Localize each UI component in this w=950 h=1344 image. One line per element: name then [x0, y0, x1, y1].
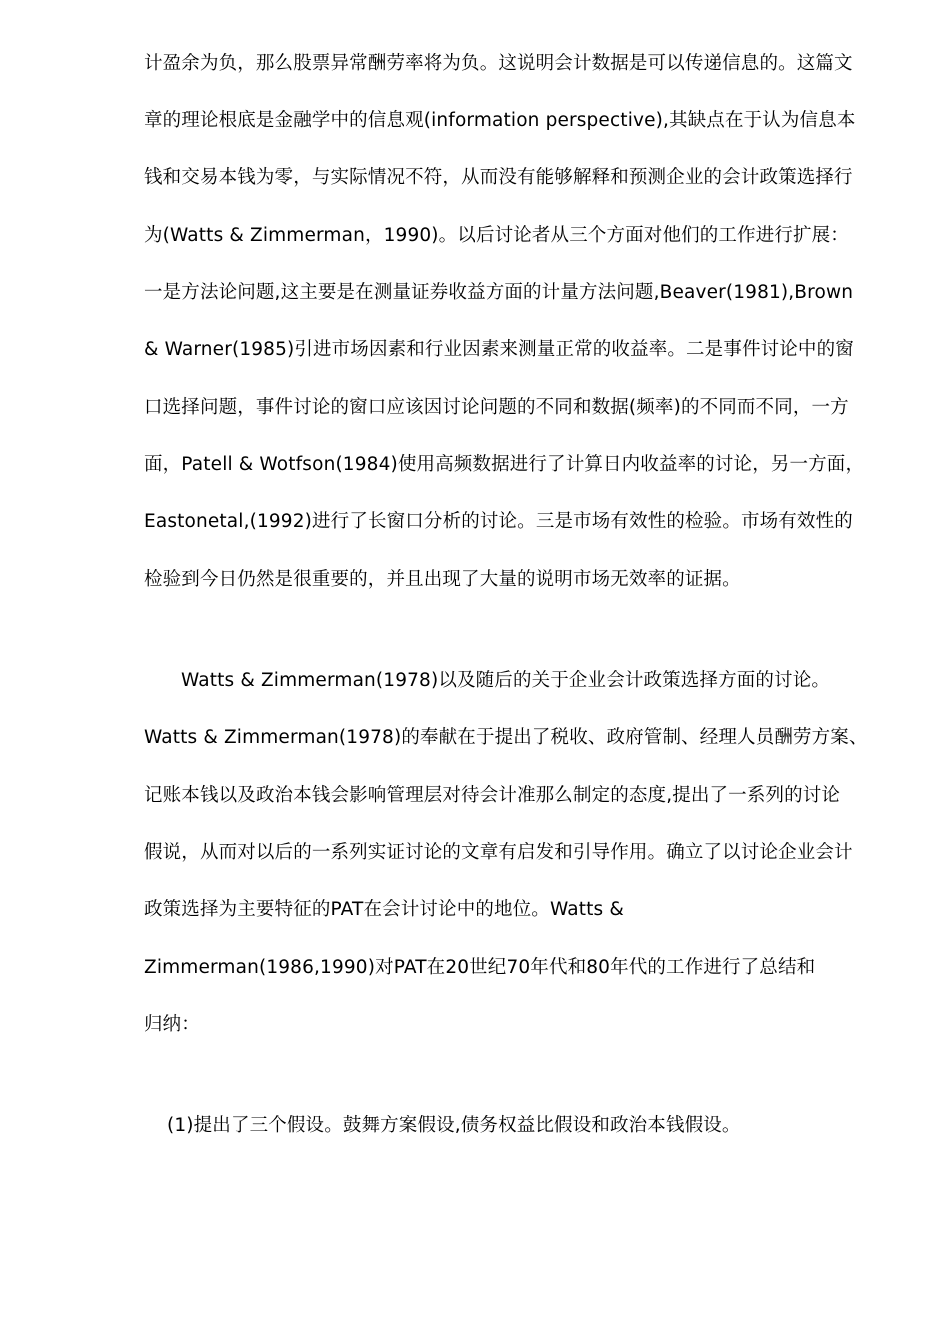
paragraph-1-line-2: 章的理论根底是金融学中的信息观(information perspective),其缺点在于认为信息本 — [144, 110, 856, 131]
paragraph-1-line-10: 检验到今日仍然是很重要的，并且出现了大量的说明市场无效率的证据。 — [144, 569, 741, 590]
paragraph-2-line-1: Watts & Zimmerman(1978)以及随后的关于企业会计政策选择方面的讨论。 — [181, 670, 830, 691]
paragraph-2-line-5: 政策选择为主要特征的PAT在会计讨论中的地位。Watts & — [144, 899, 624, 920]
paragraph-1-line-6: & Warner(1985)引进市场因素和行业因素来测量正常的收益率。二是事件讨论中的窗 — [144, 339, 854, 360]
paragraph-2-line-4: 假说，从而对以后的一系列实证讨论的文章有启发和引导作用。确立了以讨论企业会计 — [144, 842, 853, 863]
paragraph-1-line-9: Eastonetal,(1992)进行了长窗口分析的讨论。三是市场有效性的检验。市场有效性的 — [144, 511, 853, 532]
paragraph-2-line-2: Watts & Zimmerman(1978)的奉献在于提出了税收、政府管制、经理人员酬劳方案、 — [144, 727, 868, 748]
paragraph-2-line-3: 记账本钱以及政治本钱会影响管理层对待会计准那么制定的态度,提出了一系列的讨论 — [144, 785, 841, 806]
paragraph-1-line-3: 钱和交易本钱为零，与实际情况不符，从而没有能够解释和预测企业的会计政策选择行 — [144, 167, 853, 188]
paragraph-1-line-8: 面，Patell & Wotfson(1984)使用高频数据进行了计算日内收益率的讨论，另一方面， — [144, 454, 865, 475]
paragraph-1-line-5: 一是方法论问题,这主要是在测量证券收益方面的计量方法问题,Beaver(1981),Brown — [144, 282, 854, 303]
paragraph-2-line-6: Zimmerman(1986,1990)对PAT在20世纪70年代和80年代的工作进行了总结和 — [144, 957, 816, 978]
paragraph-1-line-4: 为(Watts & Zimmerman，1990)。以后讨论者从三个方面对他们的工作进行扩展： — [144, 225, 849, 246]
paragraph-2-line-7: 归纳： — [144, 1014, 200, 1035]
paragraph-1-line-7: 口选择问题，事件讨论的窗口应该因讨论问题的不同和数据(频率)的不同而不同，一方 — [144, 397, 849, 418]
paragraph-1-line-1: 计盈余为负，那么股票异常酬劳率将为负。这说明会计数据是可以传递信息的。这篇文 — [144, 53, 853, 74]
paragraph-3-line-1: (1)提出了三个假设。鼓舞方案假设,债务权益比假设和政治本钱假设。 — [167, 1115, 741, 1136]
